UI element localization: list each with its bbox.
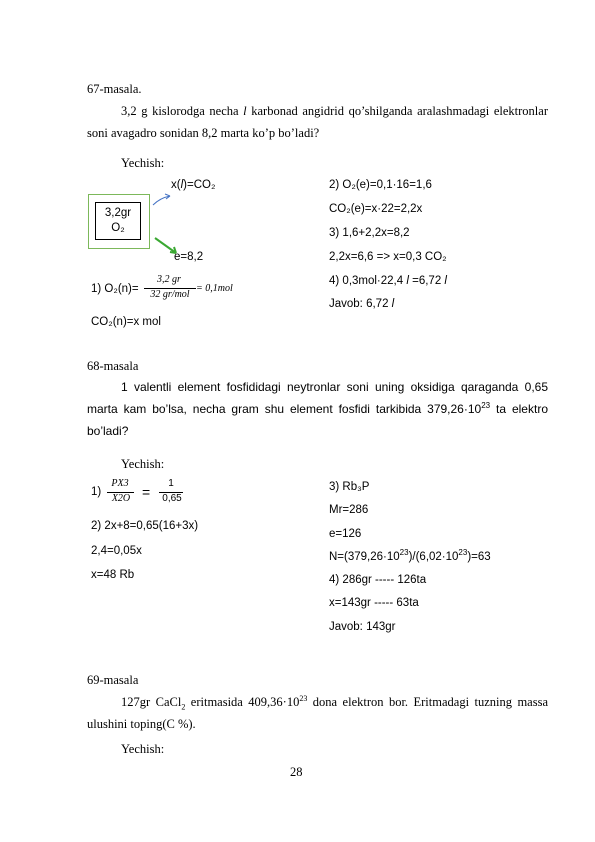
problem-67-text: 3,2 g kislorodga necha l karbonad angidrid qo’shilganda aralashmadagi elektronlar soni avagadro sonidan 8,2 marta ko’p bo’ladi? [87,104,548,140]
answer-68: Javob: 143gr [329,621,396,633]
co2-mol-line: CO₂(n)=x mol [91,316,161,328]
problem-68-title: 68-masala [87,359,139,373]
step-line: Mr=286 [329,504,369,516]
step1-numerator: 3,2 gr [157,274,181,285]
step1-prefix: 1) O₂(n)= [91,283,139,295]
oxygen-inner-box [95,202,141,240]
step-line: CO₂(e)=x·22=2,2x [329,203,423,215]
frac1-numerator: PX3 [111,478,129,489]
solution-67-label: Yechish: [121,156,165,170]
step-line: $N=(379,26\cdot 10^{23})/(6,02\cdot 10^{23})=63$ [329,548,491,563]
step-line: e=126 [329,528,362,540]
box-formula-label: O₂ [111,222,125,234]
step-line: 4) 286gr ----- 126ta [329,574,427,586]
problem-69-text: 127gr CaCl$_2$ eritmasida $409,36\cdot 10^{23}$ dona elektron bor. Eritmadagi tuzning massa ulushini toping(C %). [87,693,549,731]
solution-68-label: Yechish: [121,457,165,471]
step-line: 3) 1,6+2,2x=8,2 [329,227,410,239]
frac1-denominator: X2O [111,493,131,504]
step-line: x=48 Rb [91,569,135,581]
step-line: 3) Rb₃P [329,481,370,493]
step-line: 2) O₂(e)=0,1·16=1,6 [329,179,432,191]
answer-67: Javob: 6,72 l [329,298,395,310]
step-line: 2) 2x+8=0,65(16+3x) [91,520,199,532]
green-arrow [155,238,176,253]
problem-67-title: 67-masala. [87,82,142,96]
blue-arrow [153,196,170,205]
step-line: 2,2x=6,6 => x=0,3 CO₂ [329,251,447,263]
step1-68-prefix: 1) [91,486,102,498]
step1-result: = 0,1mol [196,283,233,294]
oxygen-diagram-box [88,194,150,249]
step4-line: 4) 0,3mol·22,4 l =6,72 l [329,275,447,287]
problem-69-title: 69-masala [87,673,139,687]
frac2-denominator: 0,65 [162,493,182,504]
electron-ratio-label: e=8,2 [174,251,204,263]
solution-69-label: Yechish: [121,742,165,756]
co2-volume-label: x(l)=CO₂ [171,179,216,191]
step-line: x=143gr ----- 63ta [329,597,419,609]
step-line: 2,4=0,05x [91,545,142,557]
problem-68-text: 1 valentli element fosfididagi neytronlar soni uning oksidiga qaraganda 0,65 marta kam bo’lsa, necha gram shu element fosfidi tarkibida $379,26\cdot 10^{23}$ ta elektro bo’ladi? [87,380,548,438]
equals-sign: = [142,484,151,500]
page-number: 28 [290,765,303,779]
step1-denominator: 32 gr/mol [150,289,190,300]
blue-arrow-head [165,194,170,199]
box-mass-label: 3,2gr [104,207,132,219]
frac2-numerator: 1 [168,478,174,489]
